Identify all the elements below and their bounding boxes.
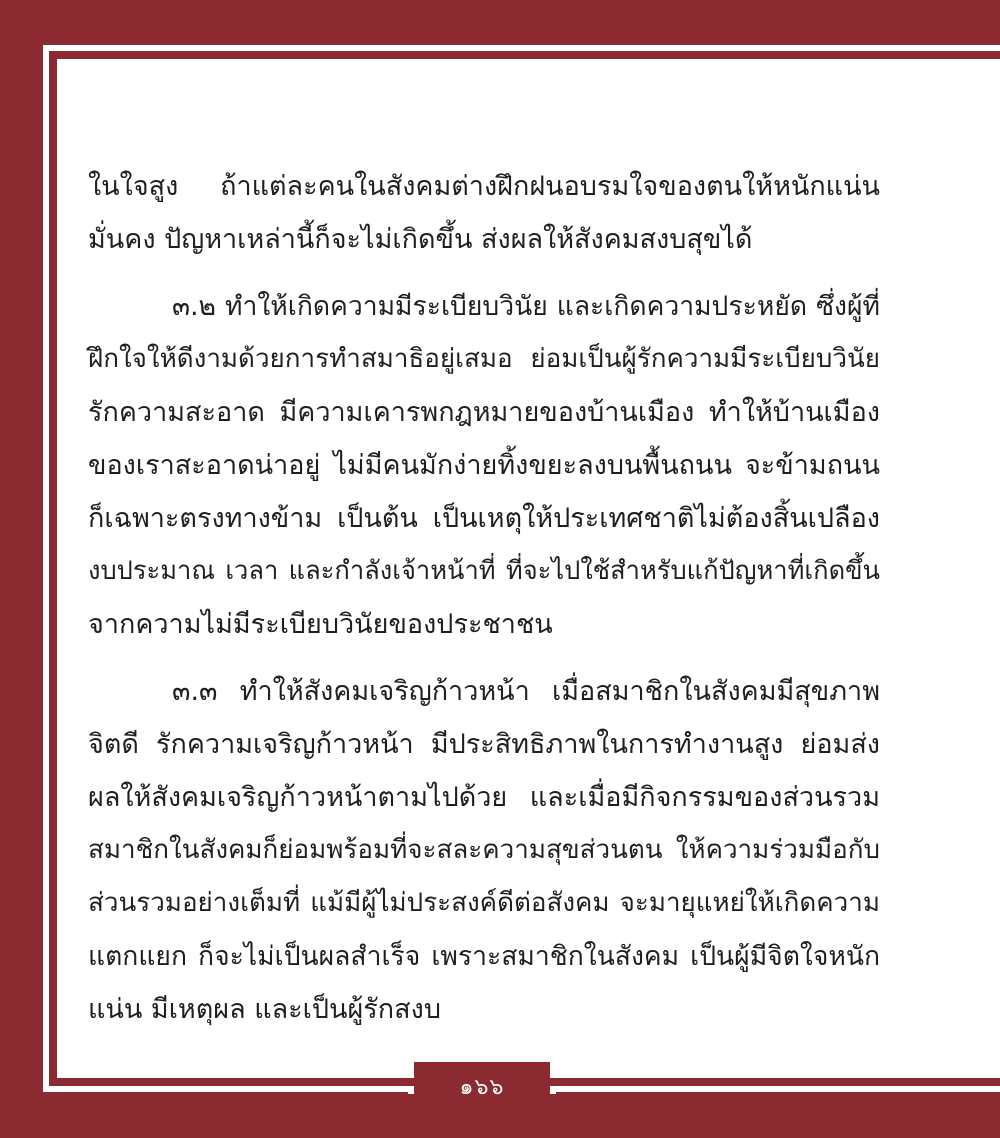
text-line: ในใจสูง ถ้าแต่ละคนในสังคมต่างฝึกฝนอบรมใจของตนให้หนักแน่น — [88, 171, 880, 202]
text-line: ผลให้สังคมเจริญก้าวหน้าตามไปด้วย และเมื่อมีกิจกรรมของส่วนรวม — [88, 782, 880, 813]
text-line: ของเราสะอาดน่าอยู่ ไม่มีคนมักง่ายทิ้งขยะลงบนพื้นถนน จะข้ามถนน — [88, 450, 880, 481]
paragraph-1 — [88, 160, 880, 266]
text-line: ฝึกใจให้ดีงามด้วยการทำสมาธิอยู่เสมอ ย่อมเป็นผู้รักความมีระเบียบวินัย — [88, 344, 880, 374]
text-line: สมาชิกในสังคมก็ย่อมพร้อมที่จะสละความสุขส่วนตน ให้ความร่วมมือกับ — [88, 835, 880, 865]
text-line: แน่น มีเหตุผล และเป็นผู้รักสงบ — [88, 994, 441, 1025]
text-line: จากความไม่มีระเบียบวินัยของประชาชน — [88, 609, 553, 640]
paragraph-2 — [88, 280, 880, 651]
text-line: มั่นคง ปัญหาเหล่านี้ก็จะไม่เกิดขึ้น ส่งผลให้สังคมสงบสุขได้ — [88, 224, 753, 255]
text-line: ส่วนรวมอย่างเต็มที่ แม้มีผู้ไม่ประสงค์ดีต่อสังคม จะมายุแหย่ให้เกิดความ — [88, 888, 880, 918]
page-number: ๑๖๖ — [459, 1075, 505, 1100]
text-line: แตกแยก ก็จะไม่เป็นผลสำเร็จ เพราะสมาชิกในสังคม เป็นผู้มีจิตใจหนัก — [88, 941, 880, 972]
text-line: ก็เฉพาะตรงทางข้าม เป็นต้น เป็นเหตุให้ประเทศชาติไม่ต้องสิ้นเปลือง — [88, 503, 880, 534]
text-line: จิตดี รักความเจริญก้าวหน้า มีประสิทธิภาพในการทำงานสูง ย่อมส่ง — [88, 729, 880, 760]
text-line: งบประมาณ เวลา และกำลังเจ้าหน้าที่ ที่จะไปใช้สำหรับแก้ปัญหาที่เกิดขึ้น — [88, 556, 880, 586]
paragraph-3 — [88, 665, 880, 1036]
text-line: รักความสะอาด มีความเคารพกฎหมายของบ้านเมือง ทำให้บ้านเมือง — [88, 397, 880, 428]
text-line: ๓.๒ ทำให้เกิดความมีระเบียบวินัย และเกิดความประหยัด ซึ่งผู้ที่ — [172, 291, 880, 322]
body-text — [88, 160, 880, 1036]
text-line: ๓.๓ ทำให้สังคมเจริญก้าวหน้า เมื่อสมาชิกในสังคมมีสุขภาพ — [172, 676, 880, 707]
page-number-tab — [414, 1062, 550, 1138]
